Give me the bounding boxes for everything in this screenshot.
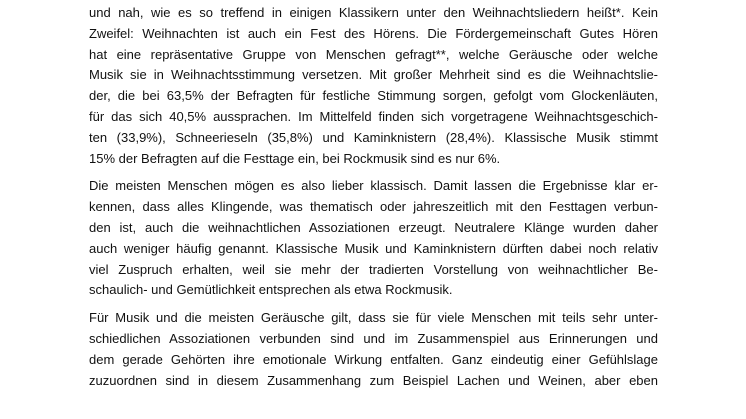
- text-line: der, die bei 63,5% der Befragten für festliche Stimmung sorgen, gefolgt vom Glockenläuten,: [89, 88, 658, 104]
- text-line: 15% der Befragten auf die Festtage ein, bei Rockmusik sind es nur 6%.: [89, 150, 501, 166]
- text-line: Für Musik und die meisten Geräusche gilt, dass sie für viele Menschen mit teils sehr unter-: [89, 310, 658, 326]
- text-line: schaulich- und Gemütlichkeit entsprechen als etwa Rockmusik.: [89, 282, 453, 298]
- document-page: [89, 0, 658, 391]
- text-line: kennen, dass alles Klingende, was thematisch oder jahreszeitlich mit den Festtagen verbun-: [89, 199, 658, 215]
- text-line: und nah, wie es so treffend in einigen Klassikern unter den Weihnachtsliedern heißt*. Kein: [89, 5, 658, 20]
- paragraph-classical-preference: [89, 176, 658, 301]
- text-line: hat eine repräsentative Gruppe von Menschen gefragt**, welche Geräusche oder welche: [89, 46, 658, 62]
- paragraph-survey-results: [89, 3, 658, 169]
- text-line: auch weniger häufig genannt. Klassische Musik und Kaminknistern dürften dabei noch relativ: [89, 240, 658, 256]
- paragraph-associations: [89, 308, 658, 391]
- text-line: den ist, auch die weihnachtlichen Assoziationen erzeugt. Neutralere Klänge wurden daher: [89, 219, 658, 235]
- text-line: Die meisten Menschen mögen es also lieber klassisch. Damit lassen die Ergebnisse klar er-: [89, 178, 658, 194]
- text-line: zuzuordnen sind in diesem Zusammenhang zum Beispiel Lachen und Weinen, aber eben: [89, 372, 658, 388]
- text-line: viel Zuspruch erhalten, weil sie mehr der tradierten Vorstellung von weihnachtlicher Be-: [89, 261, 658, 277]
- text-line: Zweifel: Weihnachten ist auch ein Fest des Hörens. Die Fördergemeinschaft Gutes Hören: [89, 25, 658, 41]
- text-line: Musik sie in Weihnachtsstimmung versetzen. Mit großer Mehrheit sind es die Weihnachtslie-: [89, 67, 658, 83]
- text-line: dem gerade Gehörten ihre emotionale Wirkung entfalten. Ganz eindeutig einer Gefühlslage: [89, 351, 658, 367]
- text-line: für das sich 40,5% aussprachen. Im Mittelfeld finden sich vorgetragene Weihnachtsgeschich-: [89, 108, 658, 124]
- text-line: ten (33,9%), Schneerieseln (35,8%) und Kaminknistern (28,4%). Klassische Musik stimmt: [89, 129, 658, 145]
- text-line: schiedlichen Assoziationen verbunden sind und im Zusammenspiel aus Erinnerungen und: [89, 330, 658, 346]
